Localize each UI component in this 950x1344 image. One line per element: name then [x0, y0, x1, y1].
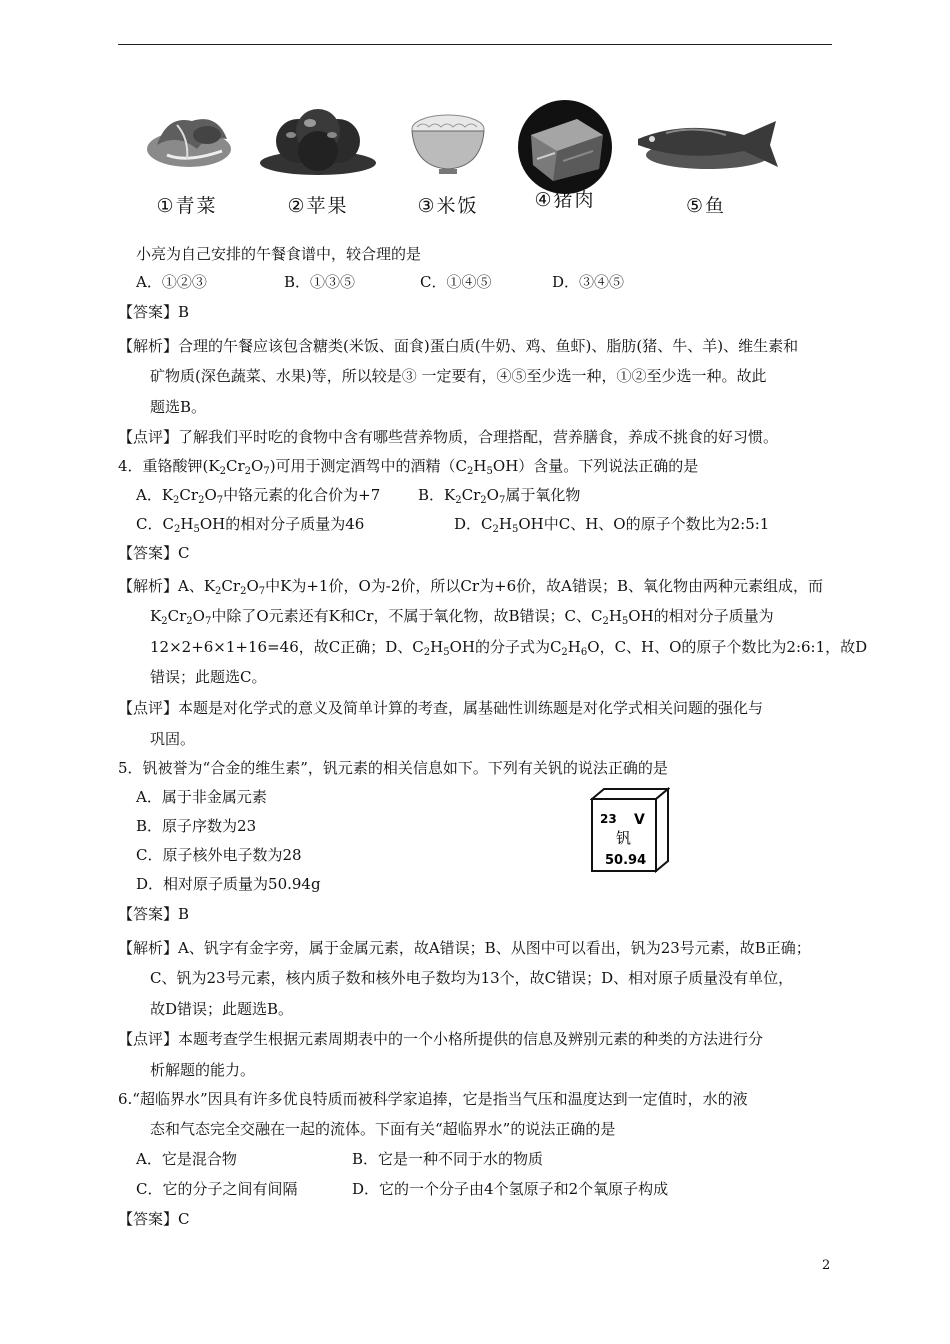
q5-option-c: C．原子核外电子数为28 [136, 846, 302, 864]
q5-analysis-line3: 故D错误；此题选B。 [150, 1000, 294, 1018]
q3-analysis-line3: 题选B。 [150, 398, 207, 416]
pork-icon [517, 99, 613, 195]
q4-option-d: D．$C_2H_5OH$中C、H、O的原子个数比为2:5:1 [454, 515, 770, 535]
q3-stem: 小亮为自己安排的午餐食谱中，较合理的是 [136, 245, 422, 263]
q5-option-a: A．属于非金属元素 [136, 788, 267, 806]
q3-option-d: D．③④⑤ [552, 273, 625, 291]
q4-option-c: C．$C_2H_5OH$的相对分子质量为46 [136, 515, 365, 535]
q3-option-c: C．①④⑤ [420, 273, 492, 291]
q6-stem-line2: 态和气态完全交融在一起的流体。下面有关“超临界水”的说法正确的是 [150, 1120, 616, 1138]
q3-option-a: A．①②③ [136, 273, 207, 291]
atomic-number: 23 [600, 812, 617, 826]
q6-option-b: B．它是一种不同于水的物质 [352, 1150, 544, 1168]
food-item-cabbage [132, 105, 242, 218]
cabbage-icon [137, 105, 237, 177]
q4-stem: 4．重铬酸钾$(K_2Cr_2O_7)$可用于测定酒驾中的酒精$(C_2H_5OH)$含量。下列说法正确的是 [118, 457, 699, 477]
element-symbol: V [634, 812, 645, 828]
food-item-pork [510, 105, 620, 212]
food-item-apple [258, 105, 378, 218]
food-label: ④猪肉 [534, 189, 596, 211]
header-rule [118, 44, 832, 45]
q5-comment-line2: 析解题的能力。 [150, 1061, 256, 1079]
atomic-mass: 50.94 [605, 853, 647, 868]
q5-answer: 【答案】B [118, 905, 190, 923]
q4-answer: 【答案】C [118, 544, 190, 562]
q5-option-b: B．原子序数为23 [136, 817, 257, 835]
q3-analysis-line2: 矿物质(深色蔬菜、水果)等，所以较是③ 一定要有，④⑤至少选一种，①②至少选一种。故此 [150, 367, 767, 385]
q5-comment-line1: 【点评】本题考查学生根据元素周期表中的一个小格所提供的信息及辨别元素的种类的方法进行分 [118, 1030, 764, 1048]
element-cell-vanadium [590, 787, 670, 873]
rice-icon [403, 105, 493, 177]
element-name: 钒 [616, 829, 632, 847]
food-item-rice [398, 105, 498, 218]
food-illustrations [118, 105, 832, 235]
fish-icon [626, 105, 786, 177]
q5-stem: 5．钒被誉为“合金的维生素”，钒元素的相关信息如下。下列有关钒的说法正确的是 [118, 759, 668, 777]
q4-option-a: A．$K_2Cr_2O_7$中铬元素的化合价为+7 [136, 486, 381, 506]
q4-analysis-line1: 【解析】A、$K_2Cr_2O_7$中K为+1价，O为-2价，所以Cr为+6价，故A错误；B、氧化物由两种元素组成，而 [118, 577, 823, 597]
q6-answer: 【答案】C [118, 1210, 190, 1228]
q6-option-c: C．它的分子之间有间隔 [136, 1180, 298, 1198]
q3-analysis-line1: 【解析】合理的午餐应该包含糖类(米饭、面食)蛋白质(牛奶、鸡、鱼虾)、脂肪(猪、牛、羊)、维生素和 [118, 337, 799, 355]
q4-analysis-line3: 12×2+6×1+16=46，故C正确；D、$C_2H_5OH$的分子式为$C_2H_6O$，C、H、O的原子个数比为2:6:1，故D [150, 638, 868, 658]
food-item-fish [626, 105, 786, 218]
q5-analysis-line1: 【解析】A、钒字有金字旁，属于金属元素，故A错误；B、从图中可以看出，钒为23号元素，故B正确； [118, 939, 811, 957]
q4-comment-line2: 巩固。 [150, 730, 196, 748]
food-label: ⑤鱼 [685, 195, 727, 217]
q4-comment-line1: 【点评】本题是对化学式的意义及简单计算的考查，属基础性训练题是对化学式相关问题的强化与 [118, 699, 764, 717]
q4-analysis-line4: 错误；此题选C。 [150, 668, 267, 686]
page-number: 2 [822, 1258, 831, 1273]
q4-option-b: B．$K_2Cr_2O_7$属于氧化物 [418, 486, 581, 506]
food-label: ②苹果 [287, 195, 349, 217]
q5-option-d: D．相对原子质量为50.94g [136, 875, 321, 893]
q4-analysis-line2: $K_2Cr_2O_7$中除了O元素还有K和Cr，不属于氧化物，故B错误；C、$C_2H_5OH$的相对分子质量为 [150, 607, 774, 627]
food-label: ①青菜 [156, 195, 218, 217]
q3-answer: 【答案】B [118, 303, 190, 321]
q6-stem-line1: 6.“超临界水”因具有许多优良特质而被科学家追捧，它是指当气压和温度达到一定值时，水的液 [118, 1090, 748, 1108]
apple-icon [258, 105, 378, 177]
q6-option-d: D．它的一个分子由4个氢原子和2个氧原子构成 [352, 1180, 669, 1198]
q3-comment: 【点评】了解我们平时吃的食物中含有哪些营养物质，合理搭配，营养膳食，养成不挑食的好习惯。 [118, 428, 779, 446]
food-label: ③米饭 [417, 195, 479, 217]
q6-option-a: A．它是混合物 [136, 1150, 237, 1168]
q5-analysis-line2: C、钒为23号元素，核内质子数和核外电子数均为13个，故C错误；D、相对原子质量没有单位， [150, 969, 794, 987]
q3-option-b: B．①③⑤ [284, 273, 356, 291]
